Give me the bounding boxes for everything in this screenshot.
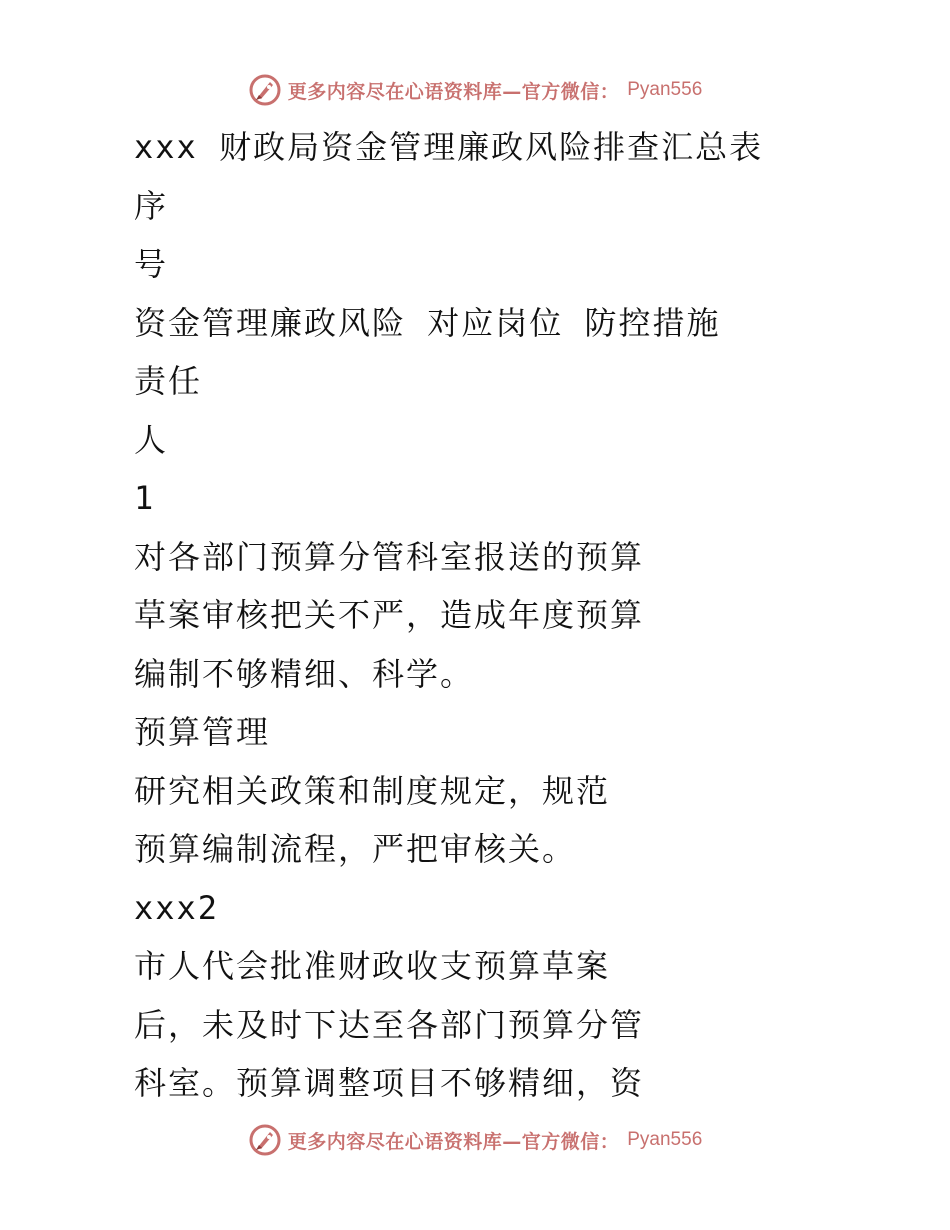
watermark-handle: Pyan556	[627, 79, 703, 100]
text-line: 预算编制流程，严把审核关。	[134, 830, 577, 868]
pen-nib-logo-icon	[248, 1123, 282, 1157]
text-line: xxx2	[134, 888, 220, 927]
pen-nib-logo-icon	[248, 73, 282, 107]
text-line: 人	[134, 420, 169, 459]
text-line: 序	[134, 186, 169, 225]
text-line: 资金管理廉政风险 对应岗位 防控措施	[134, 303, 721, 342]
text-line: 后，未及时下达至各部门预算分管	[134, 1005, 645, 1044]
watermark-handle: Pyan556	[627, 1129, 703, 1150]
text-line: 对各部门预算分管科室报送的预算	[134, 537, 645, 576]
watermark-text: 更多内容尽在心语资料库—官方微信：	[287, 1130, 620, 1153]
document-body	[134, 118, 834, 1113]
watermark-text: 更多内容尽在心语资料库—官方微信：	[287, 80, 620, 103]
text-line: 预算管理	[134, 713, 271, 751]
text-line: 市人代会批准财政收支预算草案	[134, 947, 611, 985]
text-line: 科室。预算调整项目不够精细，资	[134, 1064, 645, 1102]
text-line: 研究相关政策和制度规定，规范	[134, 771, 611, 810]
text-line: 编制不够精细、科学。	[134, 654, 475, 693]
text-line: 草案审核把关不严，造成年度预算	[134, 596, 645, 634]
text-line: 号	[134, 245, 169, 283]
watermark-banner-top	[0, 70, 950, 110]
text-line: 责任	[134, 362, 203, 400]
watermark-banner-bottom	[0, 1120, 950, 1160]
document-title: xxx 财政局资金管理廉政风险排查汇总表	[134, 128, 764, 166]
text-line: 1	[134, 479, 156, 517]
